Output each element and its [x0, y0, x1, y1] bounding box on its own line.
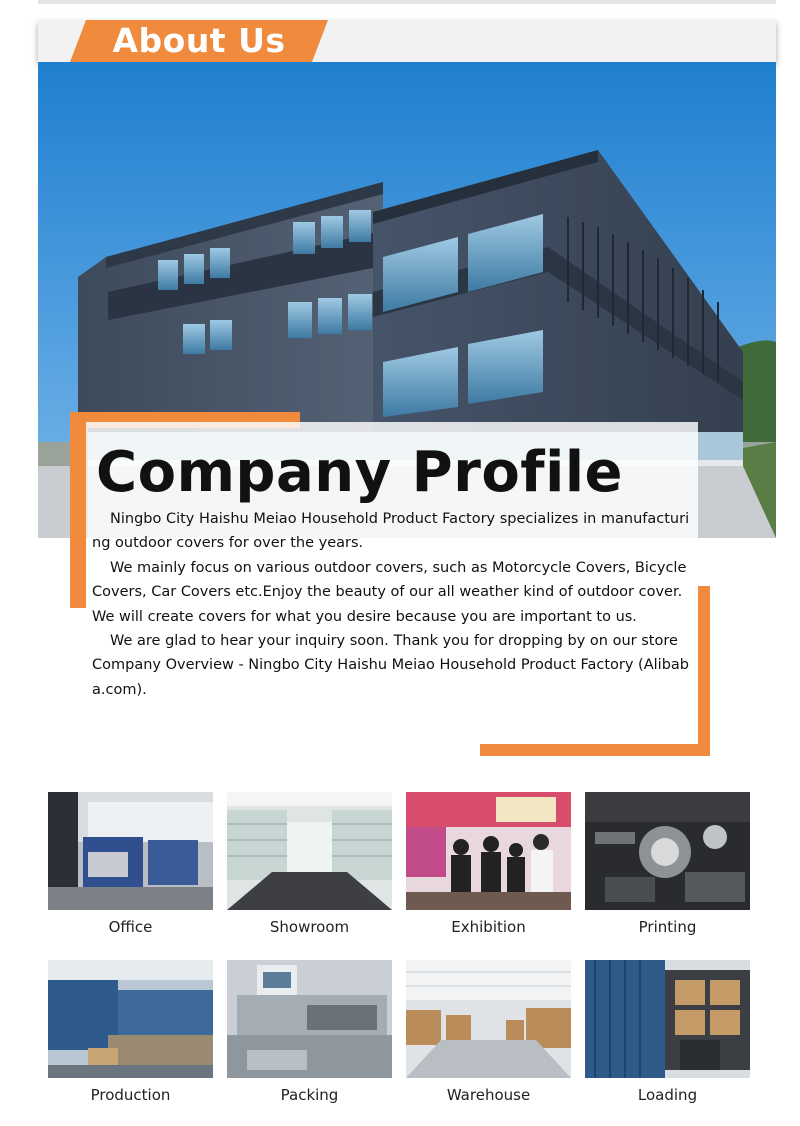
- gallery-item-production: [48, 960, 213, 1104]
- gallery-label: Showroom: [269, 918, 350, 936]
- loading-photo: [585, 960, 750, 1078]
- gallery-label: Production: [90, 1086, 171, 1104]
- profile-paragraph: Ningbo City Haishu Meiao Household Product Factory specializes in manufacturing outdoor covers for over the years.: [92, 511, 690, 552]
- warehouse-photo: [406, 960, 571, 1078]
- gallery-item-loading: [585, 960, 750, 1104]
- gallery-label: Loading: [637, 1086, 698, 1104]
- gallery-label: Office: [108, 918, 153, 936]
- printing-photo: [585, 792, 750, 910]
- gallery-label: Warehouse: [446, 1086, 531, 1104]
- gallery-label: Exhibition: [451, 918, 526, 936]
- office-photo: [48, 792, 213, 910]
- gallery-item-office: [48, 792, 213, 936]
- profile-paragraph: We are glad to hear your inquiry soon. Thank you for dropping by on our store Company Overview - Ningbo City Haishu Meiao Household Product Factory (Alibaba.com).: [92, 633, 689, 698]
- profile-paragraph: We mainly focus on various outdoor covers, such as Motorcycle Covers, Bicycle Covers, Car Covers etc.Enjoy the beauty of our all weather kind of outdoor cover. We will create covers for what you desire because you are important to us.: [92, 559, 687, 625]
- exhibition-photo: [406, 792, 571, 910]
- gallery-item-exhibition: [406, 792, 571, 936]
- gallery-item-warehouse: [406, 960, 571, 1104]
- gallery-label: Packing: [280, 1086, 339, 1104]
- profile-title: Company Profile: [96, 440, 624, 505]
- gallery-label: Printing: [638, 918, 697, 936]
- top-divider: [38, 0, 776, 4]
- packing-photo: [227, 960, 392, 1078]
- gallery-item-printing: [585, 792, 750, 936]
- section-title: About Us: [112, 21, 286, 60]
- profile-body: [92, 507, 692, 702]
- gallery-item-showroom: [227, 792, 392, 936]
- gallery-item-packing: [227, 960, 392, 1104]
- showroom-photo: [227, 792, 392, 910]
- production-photo: [48, 960, 213, 1078]
